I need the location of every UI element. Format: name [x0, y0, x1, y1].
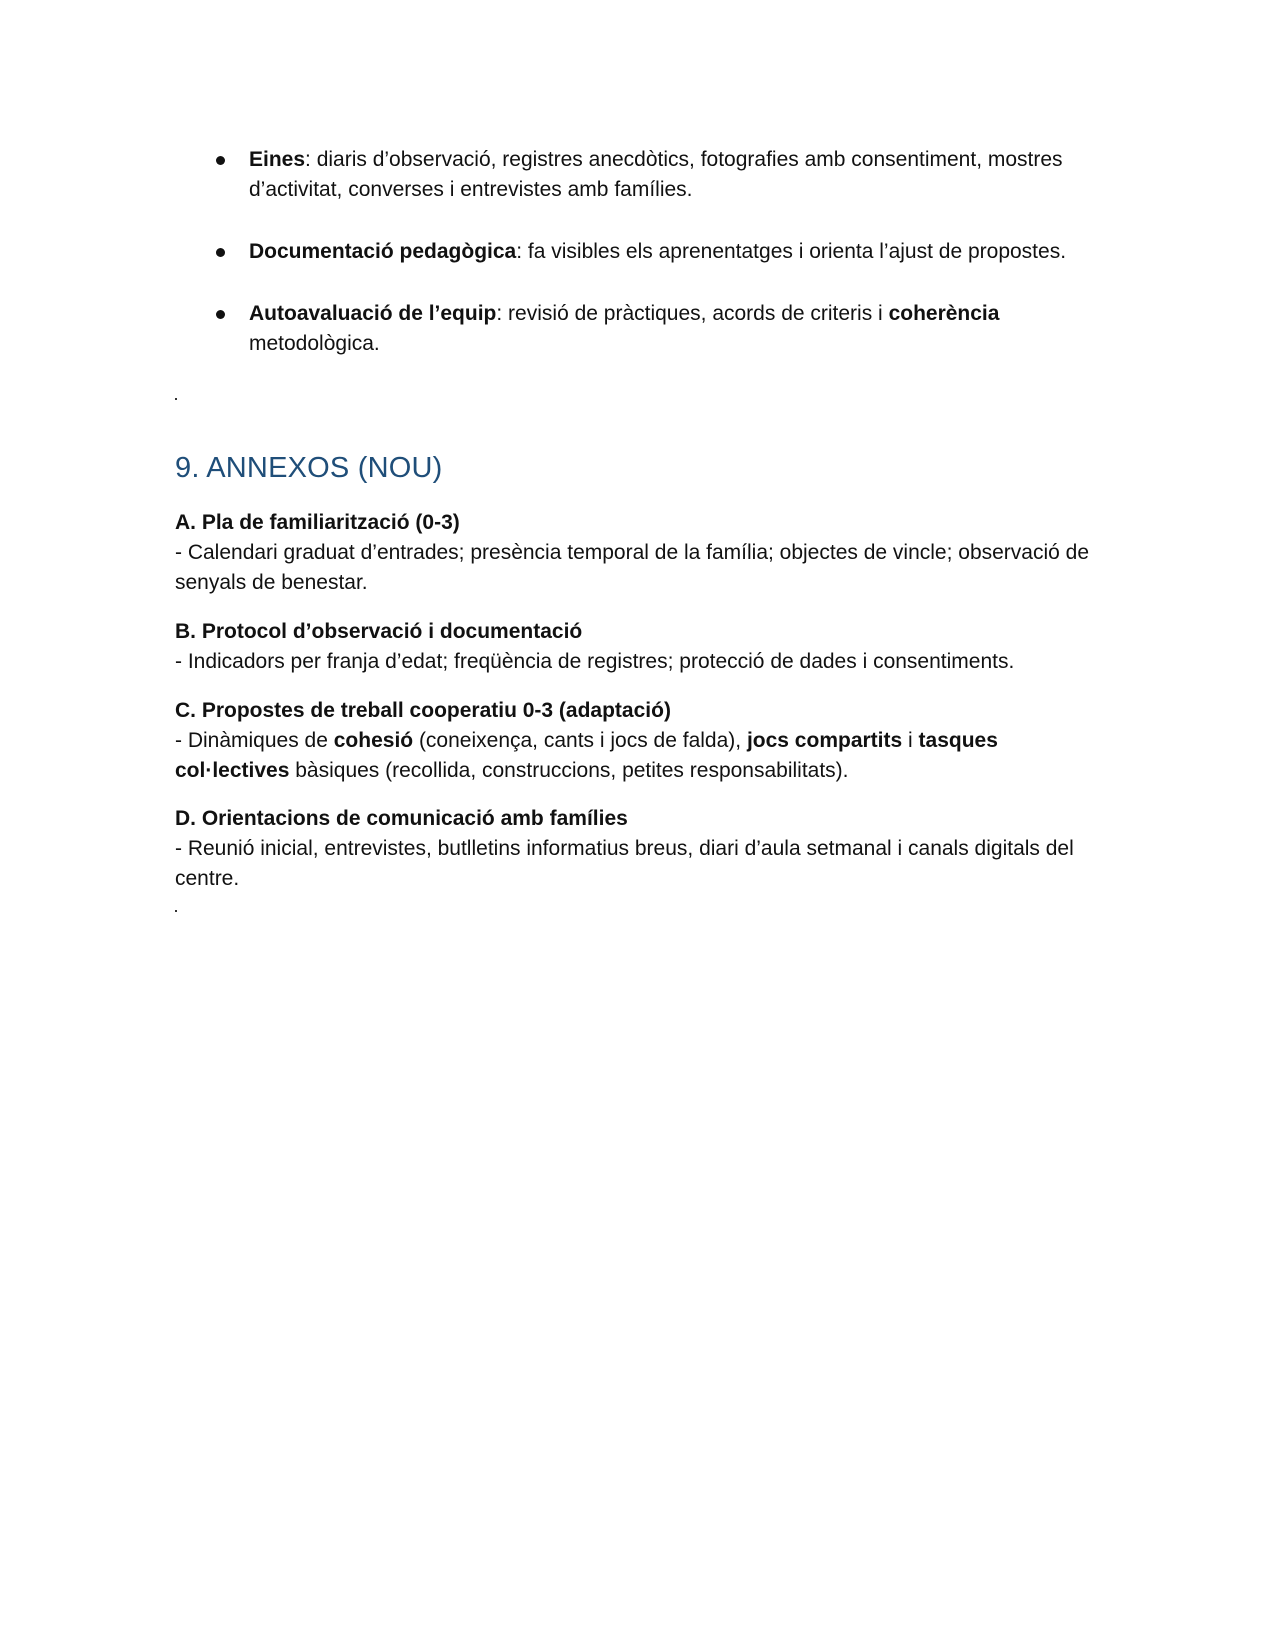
annex-block-d [175, 804, 1105, 894]
annex-title: A. Pla de familiarització (0-3) [175, 511, 460, 534]
bullet-list [213, 145, 1073, 391]
annex-emphasis: cohesió [333, 729, 414, 752]
annex-title: D. Orientacions de comunicació amb famílies [175, 807, 628, 830]
annex-text: bàsiques (recollida, construccions, petites responsabilitats). [289, 759, 849, 782]
annex-block-a [175, 508, 1105, 598]
annex-text: (coneixença, cants i jocs de falda), [413, 729, 747, 752]
list-item [213, 299, 1073, 359]
section-heading: 9. ANNEXOS (NOU) [175, 452, 443, 484]
paragraph-mark [175, 910, 177, 912]
annex-emphasis: jocs compartits [746, 729, 903, 752]
bullet-term: Autoavaluació de l’equip [249, 302, 497, 325]
annex-block-c [175, 696, 1105, 786]
bullet-text: metodològica. [249, 332, 380, 355]
annex-body [175, 726, 1105, 786]
bullet-emphasis: coherència [888, 302, 1000, 325]
annex-title: C. Propostes de treball cooperatiu 0-3 (adaptació) [175, 699, 671, 722]
bullet-icon [216, 156, 225, 165]
bullet-text: : diaris d’observació, registres anecdòtics, fotografies amb consentiment, mostres d’activitat, converses i entrevistes amb famílies. [249, 148, 1063, 201]
bullet-term: Eines [249, 148, 306, 171]
paragraph-mark [175, 398, 177, 400]
annex-emphasis: tasques col·lectives [175, 729, 998, 782]
annex-body: - Reunió inicial, entrevistes, butlletins informatius breus, diari d’aula setmanal i canals digitals del centre. [175, 837, 1074, 890]
list-item [213, 145, 1073, 205]
annex-title: B. Protocol d’observació i documentació [175, 620, 583, 643]
bullet-term: Documentació pedagògica [249, 240, 517, 263]
annex-body: - Indicadors per franja d’edat; freqüència de registres; protecció de dades i consentiments. [175, 650, 1015, 673]
bullet-text: : revisió de pràctiques, acords de criteris i [496, 302, 889, 325]
annex-block-b [175, 617, 1105, 677]
annex-text: - Dinàmiques de [175, 729, 334, 752]
bullet-text: : fa visibles els aprenentatges i orienta l’ajust de propostes. [516, 240, 1067, 263]
annex-text: i [902, 729, 919, 752]
list-item [213, 237, 1073, 267]
annex-body: - Calendari graduat d’entrades; presència temporal de la família; objectes de vincle; observació de senyals de benestar. [175, 541, 1090, 594]
bullet-icon [216, 248, 225, 257]
bullet-icon [216, 310, 225, 319]
